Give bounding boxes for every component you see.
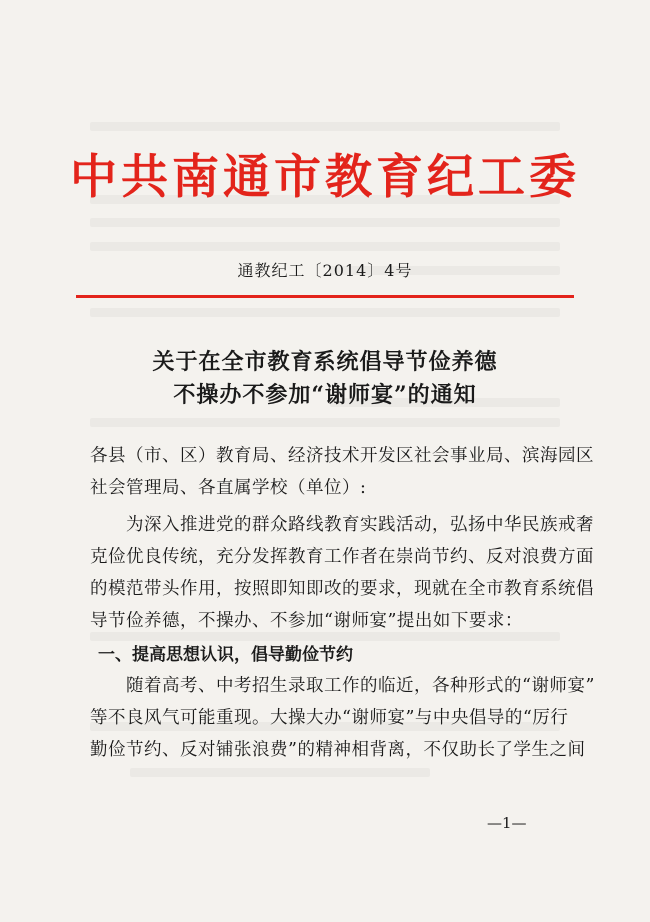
page-number: —1— [487, 814, 527, 832]
issuing-organization: 中共南通市教育纪工委 [70, 150, 580, 205]
intro-line-3: 的模范带头作用，按照即知即改的要求，现就在全市教育系统倡 [90, 579, 594, 599]
section-1-heading: 一、提高思想认识，倡导勤俭节约 [98, 645, 353, 665]
section-1-line-3: 勤俭节约、反对铺张浪费”的精神相背离，不仅助长了学生之间 [90, 740, 586, 760]
document-title-line-1: 关于在全市教育系统倡导节俭养德 [152, 349, 498, 375]
section-1-line-1: 随着高考、中考招生录取工作的临近，各种形式的“谢师宴” [126, 676, 595, 696]
bleed-through-line [90, 242, 560, 251]
red-divider-line [76, 295, 574, 298]
intro-line-2: 克俭优良传统，充分发挥教育工作者在崇尚节约、反对浪费方面 [90, 547, 594, 567]
document-number: 通教纪工〔2014〕4号 [237, 261, 413, 280]
intro-line-1: 为深入推进党的群众路线教育实践活动，弘扬中华民族戒奢 [126, 515, 594, 535]
bleed-through-line [90, 418, 560, 427]
addressee-line-1: 各县（市、区）教育局、经济技术开发区社会事业局、滨海园区 [90, 446, 594, 466]
section-1-line-2: 等不良风气可能重现。大操大办“谢师宴”与中央倡导的“厉行 [90, 708, 569, 728]
bleed-through-line [90, 308, 560, 317]
document-title-line-2: 不操办不参加“谢师宴”的通知 [173, 382, 477, 408]
intro-line-4: 导节俭养德，不操办、不参加“谢师宴”提出如下要求： [90, 611, 523, 631]
addressee-line-2: 社会管理局、各直属学校（单位）: [90, 478, 367, 498]
bleed-through-line [90, 122, 560, 131]
bleed-through-line [130, 768, 430, 777]
bleed-through-line [90, 218, 560, 227]
